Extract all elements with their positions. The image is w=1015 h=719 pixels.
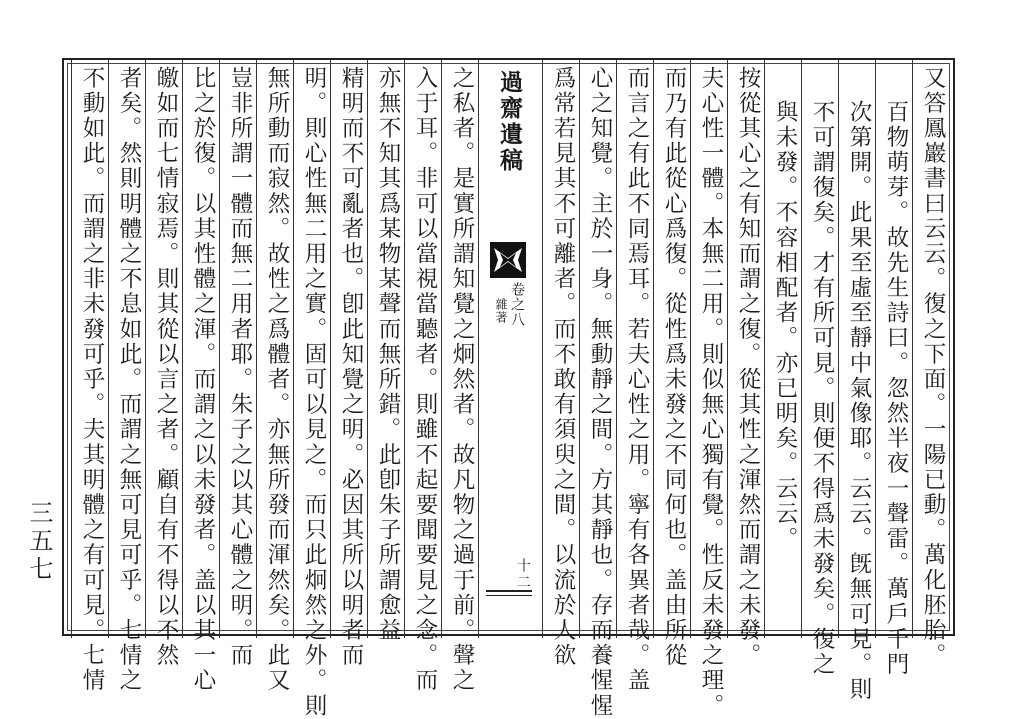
text-column: 百物萌芽。故先生詩曰。忽然半夜一聲雷。萬戶千門 [883, 100, 909, 678]
column-rule [182, 60, 183, 638]
column-rule [145, 60, 146, 638]
column-rule [653, 60, 654, 638]
spine-volume: 卷之八 [509, 282, 525, 327]
text-column: 心之知覺。主於一身。無動靜之間。方其靜也。存而養惺惺 [587, 66, 613, 719]
column-rule [801, 60, 802, 638]
column-rule [764, 60, 765, 638]
book-spine-center [478, 60, 540, 638]
spine-rule-thick [486, 590, 532, 592]
text-column: 精明而不可亂者也。卽此知覺之明。必因其所以明者而 [338, 66, 364, 669]
column-rule [108, 60, 109, 638]
page-number: 三五七 [25, 500, 53, 584]
column-rule [219, 60, 220, 638]
text-column: 次第開。此果至虛至靜中氣像耶。云云。旣無可見。則 [846, 100, 872, 703]
fish-tail-ornament-icon [490, 242, 526, 278]
text-column: 按從其心之有知而謂之復。從其性之渾然而謂之未發。 [735, 66, 761, 669]
text-column: 豈非所謂一體而無二用者耶。朱子之以其心體之明。而 [227, 66, 253, 669]
column-rule [441, 60, 442, 638]
text-column: 而乃有此從心爲復。從性爲未發之不同何也。盖由所從 [661, 66, 687, 669]
column-rule [293, 60, 294, 638]
text-column: 爲常若見其不可離者。而不敢有須臾之間。以流於人欲 [550, 66, 576, 669]
column-rule [690, 60, 691, 638]
column-rule [478, 60, 479, 638]
text-column: 不動如此。而謂之非未發可乎。夫其明體之有可見。七情 [79, 66, 105, 694]
text-column: 皦如而七情寂焉。則其從以言之者。顧自有不得以不然 [153, 66, 179, 669]
spine-rule-thin [486, 595, 532, 596]
text-column: 無所動而寂然。故性之爲體者。亦無所發而渾然矣。此又 [264, 66, 290, 694]
column-rule [256, 60, 257, 638]
column-rule [367, 60, 368, 638]
column-rule [838, 60, 839, 638]
column-rule [727, 60, 728, 638]
text-column: 者矣。然則明體之不息如此。而謂之無可見可乎。七情之 [116, 66, 142, 694]
column-rule [579, 60, 580, 638]
text-column: 之私者。是實所謂知覺之炯然者。故凡物之過于前。聲之 [449, 66, 475, 694]
spine-leaf-number: 十二 [515, 558, 531, 592]
text-column: 與未發。不容相配者。亦已明矣。云云。 [772, 100, 798, 552]
text-column: 入于耳。非可以當視當聽者。則雖不起要聞要見之念。而 [412, 66, 438, 694]
spine-title: 過齋遺稿 [496, 70, 523, 174]
column-rule [875, 60, 876, 638]
text-column: 不可謂復矣。才有所可見。則便不得爲未發矣。復之 [809, 100, 835, 678]
text-column: 夫心性一體。本無二用。則似無心獨有覺。性反未發之理。 [698, 66, 724, 719]
text-column: 比之於復。以其性體之渾。而謂之以未發者。盖以其一心 [190, 66, 216, 694]
column-rule [404, 60, 405, 638]
text-column: 而言之有此不同焉耳。若夫心性之用。寧有各異者哉。盖 [624, 66, 650, 694]
text-column: 亦無不知其爲某物某聲而無所錯。此卽朱子所謂愈益 [375, 66, 401, 644]
column-rule [71, 60, 72, 638]
column-rule [912, 60, 913, 638]
text-column: 明。則心性無二用之實。固可以見之。而只此炯然之外。則 [301, 66, 327, 719]
text-column: 又答鳳巖書曰云云。復之下面。一陽已動。萬化胚胎。 [920, 66, 946, 669]
column-rule [542, 60, 543, 638]
spine-section: 雜著 [494, 298, 508, 324]
column-rule [616, 60, 617, 638]
column-rule [330, 60, 331, 638]
